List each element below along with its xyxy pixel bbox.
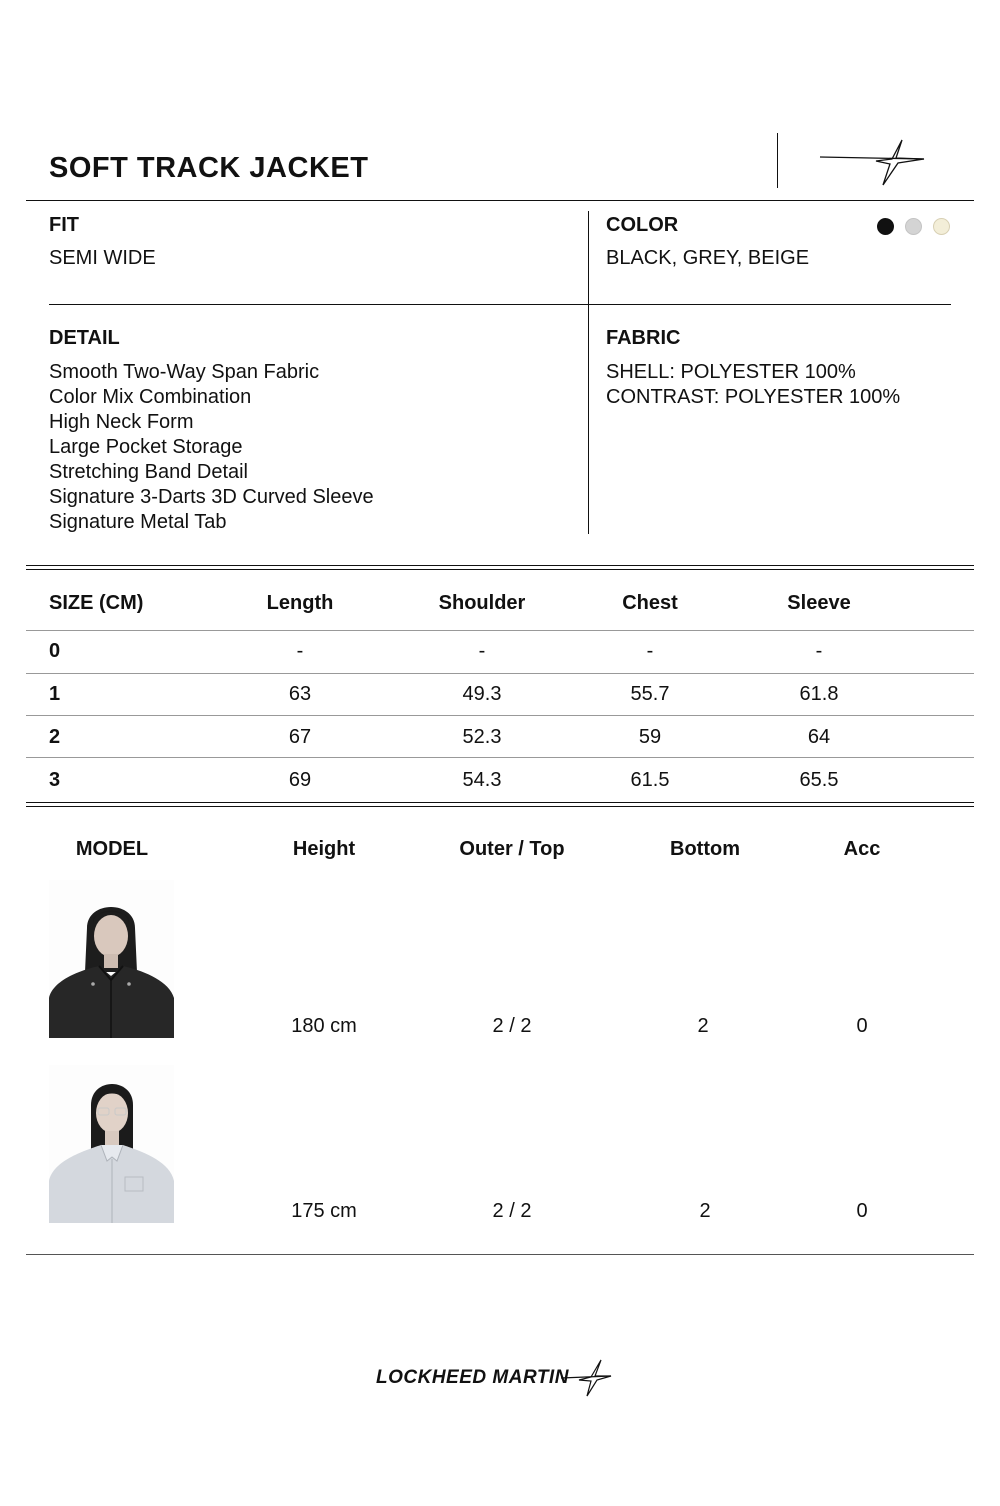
fabric-item: CONTRAST: POLYESTER 100% xyxy=(606,386,901,408)
star-logo-icon xyxy=(818,137,928,187)
size-row-label: 1 xyxy=(49,683,61,705)
size-cell: 69 xyxy=(288,769,312,791)
size-header-length: Length xyxy=(266,592,334,614)
size-table-bottom-rule xyxy=(26,806,974,807)
model-photo xyxy=(49,1065,174,1223)
model-acc: 0 xyxy=(856,1200,868,1222)
size-cell: 67 xyxy=(288,726,312,748)
swatch-beige[interactable] xyxy=(933,218,950,235)
size-cell: 55.7 xyxy=(630,683,670,705)
size-header-label: SIZE (CM) xyxy=(49,592,144,614)
swatch-black[interactable] xyxy=(877,218,894,235)
fabric-list xyxy=(606,360,900,410)
detail-item: Large Pocket Storage xyxy=(49,436,243,458)
size-cell: - xyxy=(646,640,654,662)
size-cell: 49.3 xyxy=(462,683,502,705)
fit-label: FIT xyxy=(49,214,79,236)
detail-label: DETAIL xyxy=(49,327,120,349)
size-cell: 52.3 xyxy=(462,726,502,748)
detail-item: Stretching Band Detail xyxy=(49,461,249,483)
size-cell: 65.5 xyxy=(799,769,839,791)
color-label: COLOR xyxy=(606,214,679,236)
detail-list xyxy=(49,360,374,535)
fabric-item: SHELL: POLYESTER 100% xyxy=(606,361,856,383)
product-title: SOFT TRACK JACKET xyxy=(49,152,369,184)
size-header-chest: Chest xyxy=(622,592,678,614)
model-header-acc: Acc xyxy=(843,838,881,860)
model-bottom: 2 xyxy=(697,1015,709,1037)
swatch-grey[interactable] xyxy=(905,218,922,235)
size-cell: 59 xyxy=(638,726,662,748)
model-height: 180 cm xyxy=(291,1015,357,1037)
model-header-outer-top: Outer / Top xyxy=(459,838,565,860)
size-row-rule xyxy=(26,673,974,674)
brand-logo xyxy=(376,1358,613,1398)
info-column-divider xyxy=(588,211,589,534)
model-outer-top: 2 / 2 xyxy=(492,1015,532,1037)
model-acc: 0 xyxy=(856,1015,868,1037)
fabric-label: FABRIC xyxy=(606,327,681,349)
size-header-shoulder: Shoulder xyxy=(438,592,526,614)
star-logo-icon xyxy=(561,1358,613,1398)
fit-value: SEMI WIDE xyxy=(49,247,156,269)
model-header-label: MODEL xyxy=(75,838,149,860)
size-row-rule xyxy=(26,757,974,758)
model-photo xyxy=(49,880,174,1038)
detail-item: Smooth Two-Way Span Fabric xyxy=(49,361,320,383)
size-row-label: 0 xyxy=(49,640,61,662)
size-cell: - xyxy=(478,640,486,662)
size-cell: 63 xyxy=(288,683,312,705)
size-cell: 64 xyxy=(807,726,831,748)
model-table-bottom-rule xyxy=(26,1254,974,1255)
detail-item: High Neck Form xyxy=(49,411,194,433)
model-header-height: Height xyxy=(292,838,356,860)
size-table-top-rule xyxy=(26,569,974,570)
detail-item: Signature Metal Tab xyxy=(49,511,227,533)
color-swatches xyxy=(877,218,950,235)
size-row-rule xyxy=(26,715,974,716)
model-outer-top: 2 / 2 xyxy=(492,1200,532,1222)
detail-item: Color Mix Combination xyxy=(49,386,252,408)
header-divider xyxy=(777,133,778,188)
model-bottom: 2 xyxy=(699,1200,711,1222)
size-row-label: 3 xyxy=(49,769,61,791)
brand-name: LOCKHEED MARTIN xyxy=(376,1367,569,1388)
header-rule xyxy=(26,200,974,201)
size-cell: 61.5 xyxy=(630,769,670,791)
size-table-bottom-rule xyxy=(26,802,974,803)
size-cell: - xyxy=(296,640,304,662)
model-height: 175 cm xyxy=(291,1200,357,1222)
size-cell: - xyxy=(815,640,823,662)
color-value: BLACK, GREY, BEIGE xyxy=(606,247,810,269)
size-table-top-rule xyxy=(26,565,974,566)
detail-item: Signature 3-Darts 3D Curved Sleeve xyxy=(49,486,374,508)
info-row-rule xyxy=(49,304,951,305)
size-row-label: 2 xyxy=(49,726,61,748)
size-cell: 54.3 xyxy=(462,769,502,791)
model-header-bottom: Bottom xyxy=(670,838,740,860)
size-header-sleeve: Sleeve xyxy=(787,592,851,614)
size-cell: 61.8 xyxy=(799,683,839,705)
size-row-rule xyxy=(26,630,974,631)
